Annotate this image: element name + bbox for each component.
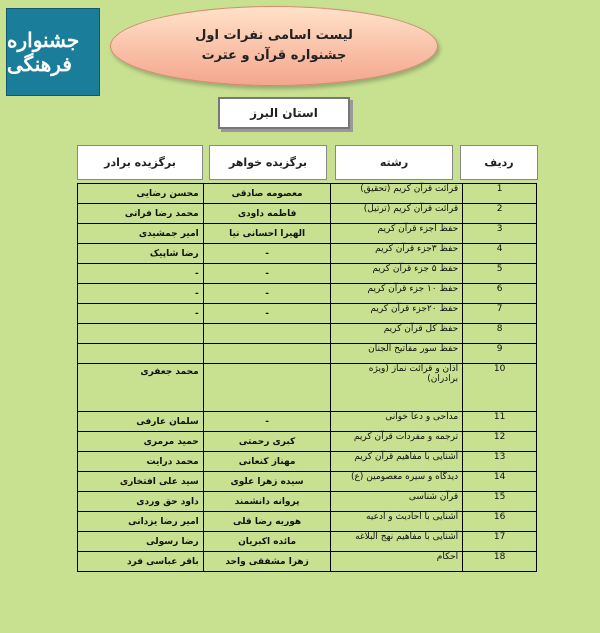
cell-sister: -	[203, 304, 331, 324]
cell-field: حفظ سور مفاتیح الجنان	[331, 344, 463, 364]
table-row	[78, 344, 537, 364]
cell-row-number: 2	[463, 204, 537, 224]
cell-sister: مهناز کنعانی	[203, 452, 331, 472]
cell-brother: سلمان عارفی	[78, 412, 204, 432]
table-row	[78, 552, 537, 572]
cell-row-number: 16	[463, 512, 537, 532]
cell-brother: محسن رضایی	[78, 184, 204, 204]
cell-brother: داود حق وردی	[78, 492, 204, 512]
cell-brother	[78, 344, 204, 364]
cell-field: حفظ ۵ جزء قرآن کریم	[331, 264, 463, 284]
cell-brother: امیر جمشیدی	[78, 224, 204, 244]
cell-field: حفظ ۳جزء قرآن کریم	[331, 244, 463, 264]
cell-brother: حمید مرمری	[78, 432, 204, 452]
logo-text: جشنواره فرهنگی	[7, 28, 80, 76]
cell-sister: سیده زهرا علوی	[203, 472, 331, 492]
table-row	[78, 432, 537, 452]
cell-sister: کبری رحمتی	[203, 432, 331, 452]
cell-field: احکام	[331, 552, 463, 572]
cell-field: دیدگاه و سیره معصومین (ع)	[331, 472, 463, 492]
cell-row-number: 8	[463, 324, 537, 344]
cell-row-number: 9	[463, 344, 537, 364]
cell-row-number: 5	[463, 264, 537, 284]
table-row	[78, 364, 537, 412]
cell-field: قرائت قرآن کریم (تحقیق)	[331, 184, 463, 204]
cell-sister: هوریه رضا قلی	[203, 512, 331, 532]
festival-logo	[6, 8, 100, 96]
table-row	[78, 324, 537, 344]
cell-row-number: 12	[463, 432, 537, 452]
cell-field: آشنایی با احادیث و ادعیه	[331, 512, 463, 532]
cell-sister: -	[203, 412, 331, 432]
title-line-1: لیست اسامی نفرات اول	[195, 28, 353, 43]
cell-sister: الهیرا احسانی نیا	[203, 224, 331, 244]
cell-field: آشنایی با مفاهیم قرآن کریم	[331, 452, 463, 472]
cell-row-number: 13	[463, 452, 537, 472]
cell-field: قرآن شناسی	[331, 492, 463, 512]
table-row	[78, 472, 537, 492]
title-line-2: جشنواره قرآن و عترت	[201, 48, 347, 63]
cell-sister: -	[203, 244, 331, 264]
cell-brother: -	[78, 304, 204, 324]
cell-sister: فاطمه داودی	[203, 204, 331, 224]
winners-table-body	[78, 184, 537, 572]
cell-row-number: 11	[463, 412, 537, 432]
cell-brother: رضا شاپیک	[78, 244, 204, 264]
header-sister: برگزیده خواهر	[209, 145, 327, 180]
cell-row-number: 10	[463, 364, 537, 412]
cell-row-number: 3	[463, 224, 537, 244]
cell-row-number: 15	[463, 492, 537, 512]
header-field: رشته	[335, 145, 453, 180]
cell-sister	[203, 344, 331, 364]
cell-brother: محمد جعفری	[78, 364, 204, 412]
cell-field: قرائت قرآن کریم (ترتیل)	[331, 204, 463, 224]
cell-field: اذان و قرائت نماز (ویژه برادران)	[331, 364, 463, 412]
cell-brother: رضا رسولی	[78, 532, 204, 552]
table-row	[78, 492, 537, 512]
winners-table	[77, 183, 537, 572]
table-row	[78, 264, 537, 284]
table-row	[78, 244, 537, 264]
table-row	[78, 224, 537, 244]
cell-row-number: 18	[463, 552, 537, 572]
header-brother: برگزیده برادر	[77, 145, 203, 180]
cell-brother: سید علی افتخاری	[78, 472, 204, 492]
table-row	[78, 304, 537, 324]
cell-row-number: 7	[463, 304, 537, 324]
cell-field: حفظ کل قرآن کریم	[331, 324, 463, 344]
cell-brother: -	[78, 284, 204, 304]
province-label: استان البرز	[218, 97, 350, 129]
table-row	[78, 452, 537, 472]
cell-field: حفظ ۱۰ جزء قرآن کریم	[331, 284, 463, 304]
table-row	[78, 532, 537, 552]
cell-field: مداحی و دعا خوانی	[331, 412, 463, 432]
title-banner	[110, 6, 438, 86]
table-row	[78, 184, 537, 204]
cell-row-number: 1	[463, 184, 537, 204]
cell-sister: -	[203, 264, 331, 284]
cell-brother: -	[78, 264, 204, 284]
cell-row-number: 4	[463, 244, 537, 264]
table-row	[78, 284, 537, 304]
cell-brother: باقر عباسی فرد	[78, 552, 204, 572]
cell-sister: معصومه صادقی	[203, 184, 331, 204]
cell-row-number: 6	[463, 284, 537, 304]
cell-row-number: 14	[463, 472, 537, 492]
cell-row-number: 17	[463, 532, 537, 552]
cell-sister: مائده اکبریان	[203, 532, 331, 552]
cell-brother: محمد رضا فراتی	[78, 204, 204, 224]
cell-field: حفظ اجزء قرآن کریم	[331, 224, 463, 244]
cell-field: حفظ ۲۰جزء قرآن کریم	[331, 304, 463, 324]
table-row	[78, 512, 537, 532]
cell-field: آشنایی با مفاهیم نهج البلاغه	[331, 532, 463, 552]
cell-sister	[203, 364, 331, 412]
cell-brother	[78, 324, 204, 344]
cell-field: ترجمه و مفردات قرآن کریم	[331, 432, 463, 452]
table-row	[78, 412, 537, 432]
cell-sister	[203, 324, 331, 344]
cell-brother: امیر رضا یزدانی	[78, 512, 204, 532]
cell-sister: -	[203, 284, 331, 304]
cell-brother: محمد درایت	[78, 452, 204, 472]
cell-sister: زهرا مشفقی واحد	[203, 552, 331, 572]
cell-sister: پروانه دانشمند	[203, 492, 331, 512]
table-row	[78, 204, 537, 224]
header-row: ردیف	[460, 145, 538, 180]
